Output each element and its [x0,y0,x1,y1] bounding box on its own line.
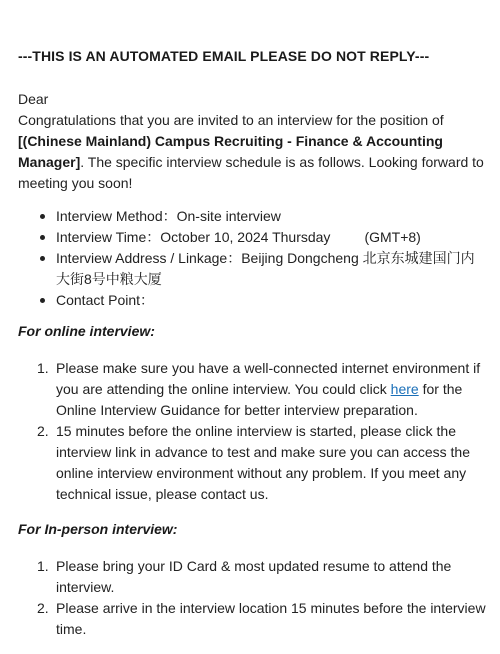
detail-interview-address [56,248,486,290]
step-number: 2. [37,600,49,616]
step-number: 2. [37,423,49,439]
step-text: Please bring your ID Card & most updated resume to attend the interview. [56,558,452,595]
greeting-text: Dear [18,91,49,107]
guidance-link[interactable]: here [390,381,419,397]
intro-lead: Congratulations that you are invited to an interview for the position of [18,112,444,128]
detail-interview-time [56,227,486,248]
automated-email-banner: ---THIS IS AN AUTOMATED EMAIL PLEASE DO NOT REPLY--- [18,48,430,64]
step-text: Please arrive in the interview location 15 minutes before the interview time. [56,600,486,637]
step-number: 1. [37,360,49,376]
greeting [18,89,486,110]
online-step-2 [37,421,486,505]
intro-paragraph [18,110,486,194]
interview-details-list [18,206,486,311]
email-body [18,46,486,654]
step-text: 15 minutes before the online interview is started, please click the interview link in advance to test and make sure you can access the online interview environment without any problem. If you meet any technical issue, please contact us. [56,423,470,502]
step-text-before-link: Please make sure you have a well-connected internet environment if you are attending the online interview. You could click [56,360,481,397]
online-step-1 [37,358,486,421]
detail-interview-method [56,206,486,227]
in-person-step-2 [37,598,486,640]
intro-tail: . The specific interview schedule is as follows. Looking forward to meeting you soon! [18,154,484,191]
detail-text: Interview Method：On-site interview [56,208,281,224]
step-text-after-link: for the Online Interview Guidance for better interview preparation. [56,381,463,418]
position-title: [(Chinese Mainland) Campus Recruiting - Finance & Accounting Manager] [18,133,443,170]
step-number: 1. [37,558,49,574]
in-person-interview-heading: For In-person interview: [18,521,178,537]
detail-text: Interview Time：October 10, 2024 Thursday [56,229,331,245]
detail-text: Interview Address / Linkage：Beijing Dongcheng 北京东城建国门内大街8号中粮大厦 [56,250,475,287]
in-person-interview-steps [18,556,486,640]
detail-contact-point [56,290,486,311]
online-interview-steps [18,358,486,505]
in-person-step-1 [37,556,486,598]
timezone-text: (GMT+8) [364,229,421,245]
detail-text: Contact Point： [56,292,155,308]
online-interview-heading: For online interview: [18,323,155,339]
